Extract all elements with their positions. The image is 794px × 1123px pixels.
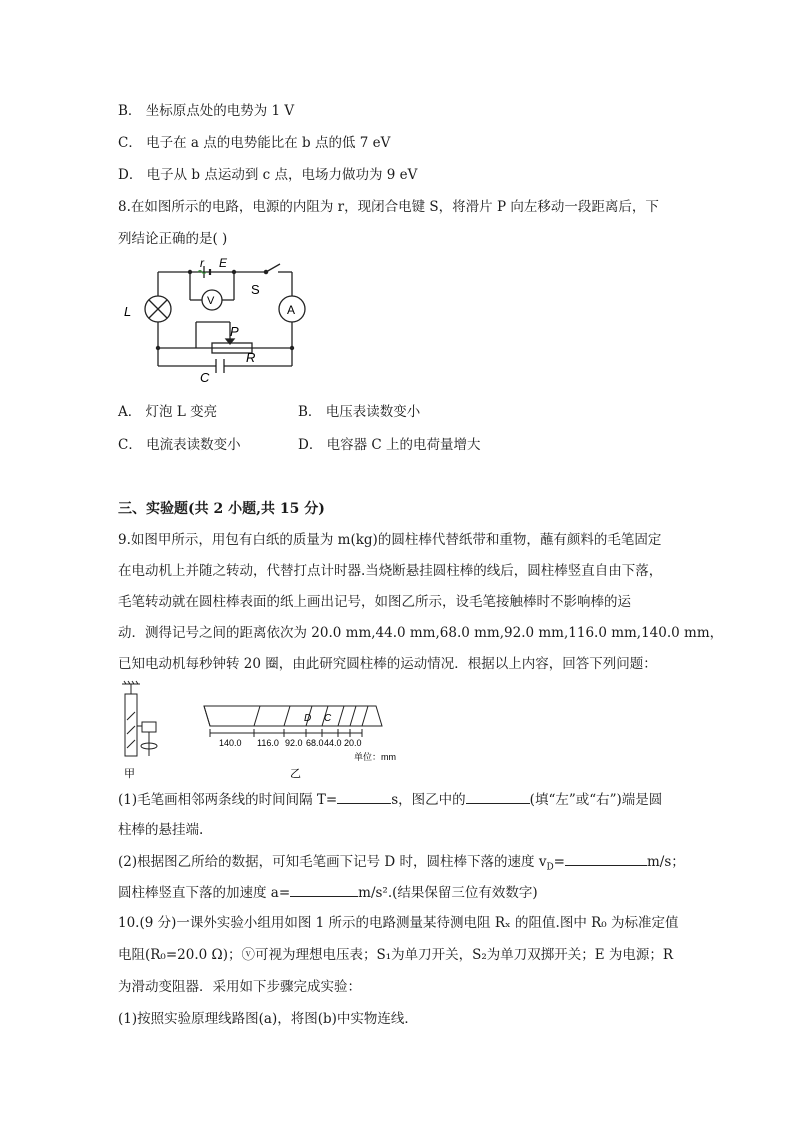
q9-line4: 动．测得记号之间的距离依次为 20.0 mm,44.0 mm,68.0 mm,92.0 mm,116.0 mm,140.0 mm， xyxy=(118,625,724,641)
q10-line4: (1)按照实验原理线路图(a)，将图(b)中实物连线． xyxy=(118,1011,418,1027)
q9-sub1-c: (填“左”或“右”)端是圆 xyxy=(529,792,663,808)
q9-sub1-b: s，图乙中的 xyxy=(391,792,466,808)
q8-stem-line1: 8.在如图所示的电路，电源的内阻为 r，现闭合电键 S，将滑片 P 向左移动一段距离后，下 xyxy=(118,199,659,215)
label-E: E xyxy=(219,256,228,270)
voltmeter-symbol: V xyxy=(207,295,215,307)
q8-circuit-diagram xyxy=(118,256,318,388)
label-C: C xyxy=(200,370,210,385)
distance-label: 44.0 xyxy=(324,738,342,748)
section-title: 三、实验题(共 2 小题,共 15 分) xyxy=(118,501,325,517)
distance-label: 68.0 xyxy=(306,738,324,748)
q8-option-b: B． 电压表读数变小 xyxy=(298,404,421,420)
q9-figure xyxy=(118,680,418,780)
q8-option-d: D． 电容器 C 上的电荷量增大 xyxy=(298,437,481,453)
q9-line1: 9.如图甲所示，用包有白纸的质量为 m(kg)的圆柱棒代替纸带和重物，蘸有颜料的毛笔固定 xyxy=(118,532,662,548)
q9-line5: 已知电动机每秒钟转 20 圈，由此研究圆柱棒的运动情况．根据以上内容，回答下列问题： xyxy=(118,656,657,672)
q9-sub2-b: = xyxy=(553,854,565,870)
label-S: S xyxy=(251,282,260,297)
q9-sub1-a: (1)毛笔画相邻两条线的时间间隔 T= xyxy=(118,792,338,808)
q8-option-c: C． 电流表读数变小 xyxy=(118,437,241,453)
q7-option-d: D． 电子从 b 点运动到 c 点，电场力做功为 9 eV xyxy=(118,167,418,183)
distance-label: 92.0 xyxy=(285,738,303,748)
q10-line1: 10.(9 分)一课外实验小组用如图 1 所示的电路测量某待测电阻 Rₓ 的阻值.图中 R₀ 为标准定值 xyxy=(118,915,679,931)
answer-blank-vD[interactable] xyxy=(565,851,647,866)
q9-line2: 在电动机上并随之转动，代替打点计时器.当烧断悬挂圆柱棒的线后，圆柱棒竖直自由下落， xyxy=(118,563,663,579)
q9-sub2-d: 圆柱棒竖直下落的加速度 a= xyxy=(118,885,291,901)
distance-label: 140.0 xyxy=(219,738,242,748)
q8-option-a: A． 灯泡 L 变亮 xyxy=(118,404,218,420)
mark-D: D xyxy=(304,713,312,724)
q9-sub2-line2 xyxy=(118,882,538,903)
figure-yi-label: 乙 xyxy=(290,768,301,780)
mark-C: C xyxy=(324,713,332,724)
label-R: R xyxy=(246,350,256,365)
q7-option-b: B． 坐标原点处的电势为 1 V xyxy=(118,103,295,119)
label-P: P xyxy=(230,324,239,339)
q9-sub1-d: 柱棒的悬挂端. xyxy=(118,822,204,838)
q9-sub2-e: m/s².(结果保留三位有效数字) xyxy=(358,885,538,901)
label-L: L xyxy=(124,304,132,319)
q10-line2: 电阻(R₀=20.0 Ω)；ⓥ可视为理想电压表；S₁为单刀开关，S₂为单刀双掷开关；E 为电源；R xyxy=(118,947,674,963)
q9-sub2-a: (2)根据图乙所给的数据，可知毛笔画下记号 D 时，圆柱棒下落的速度 v xyxy=(118,854,547,870)
answer-blank-end[interactable] xyxy=(466,789,530,804)
unit-label: 单位：mm xyxy=(354,752,396,762)
distance-label: 20.0 xyxy=(344,738,362,748)
q9-sub1-line1 xyxy=(118,789,662,810)
q10-line3: 为滑动变阻器．采用如下步骤完成实验： xyxy=(118,979,361,995)
q8-stem-line2: 列结论正确的是( ) xyxy=(118,231,228,247)
answer-blank-T[interactable] xyxy=(337,789,391,804)
figure-jia-label: 甲 xyxy=(124,768,135,780)
ammeter-symbol: A xyxy=(287,303,296,317)
q9-sub2-line1: (2)根据图乙所给的数据，可知毛笔画下记号 D 时，圆柱棒下落的速度 $v_D= m/s$； xyxy=(118,851,685,878)
label-r: r xyxy=(200,256,204,270)
distance-label: 116.0 xyxy=(257,738,279,748)
q9-sub2-c: m/s； xyxy=(646,854,685,870)
answer-blank-a[interactable] xyxy=(290,882,358,897)
q9-line3: 毛笔转动就在圆柱棒表面的纸上画出记号，如图乙所示，设毛笔接触棒时不影响棒的运 xyxy=(118,594,631,610)
q7-option-c: C． 电子在 a 点的电势能比在 b 点的低 7 eV xyxy=(118,135,391,151)
